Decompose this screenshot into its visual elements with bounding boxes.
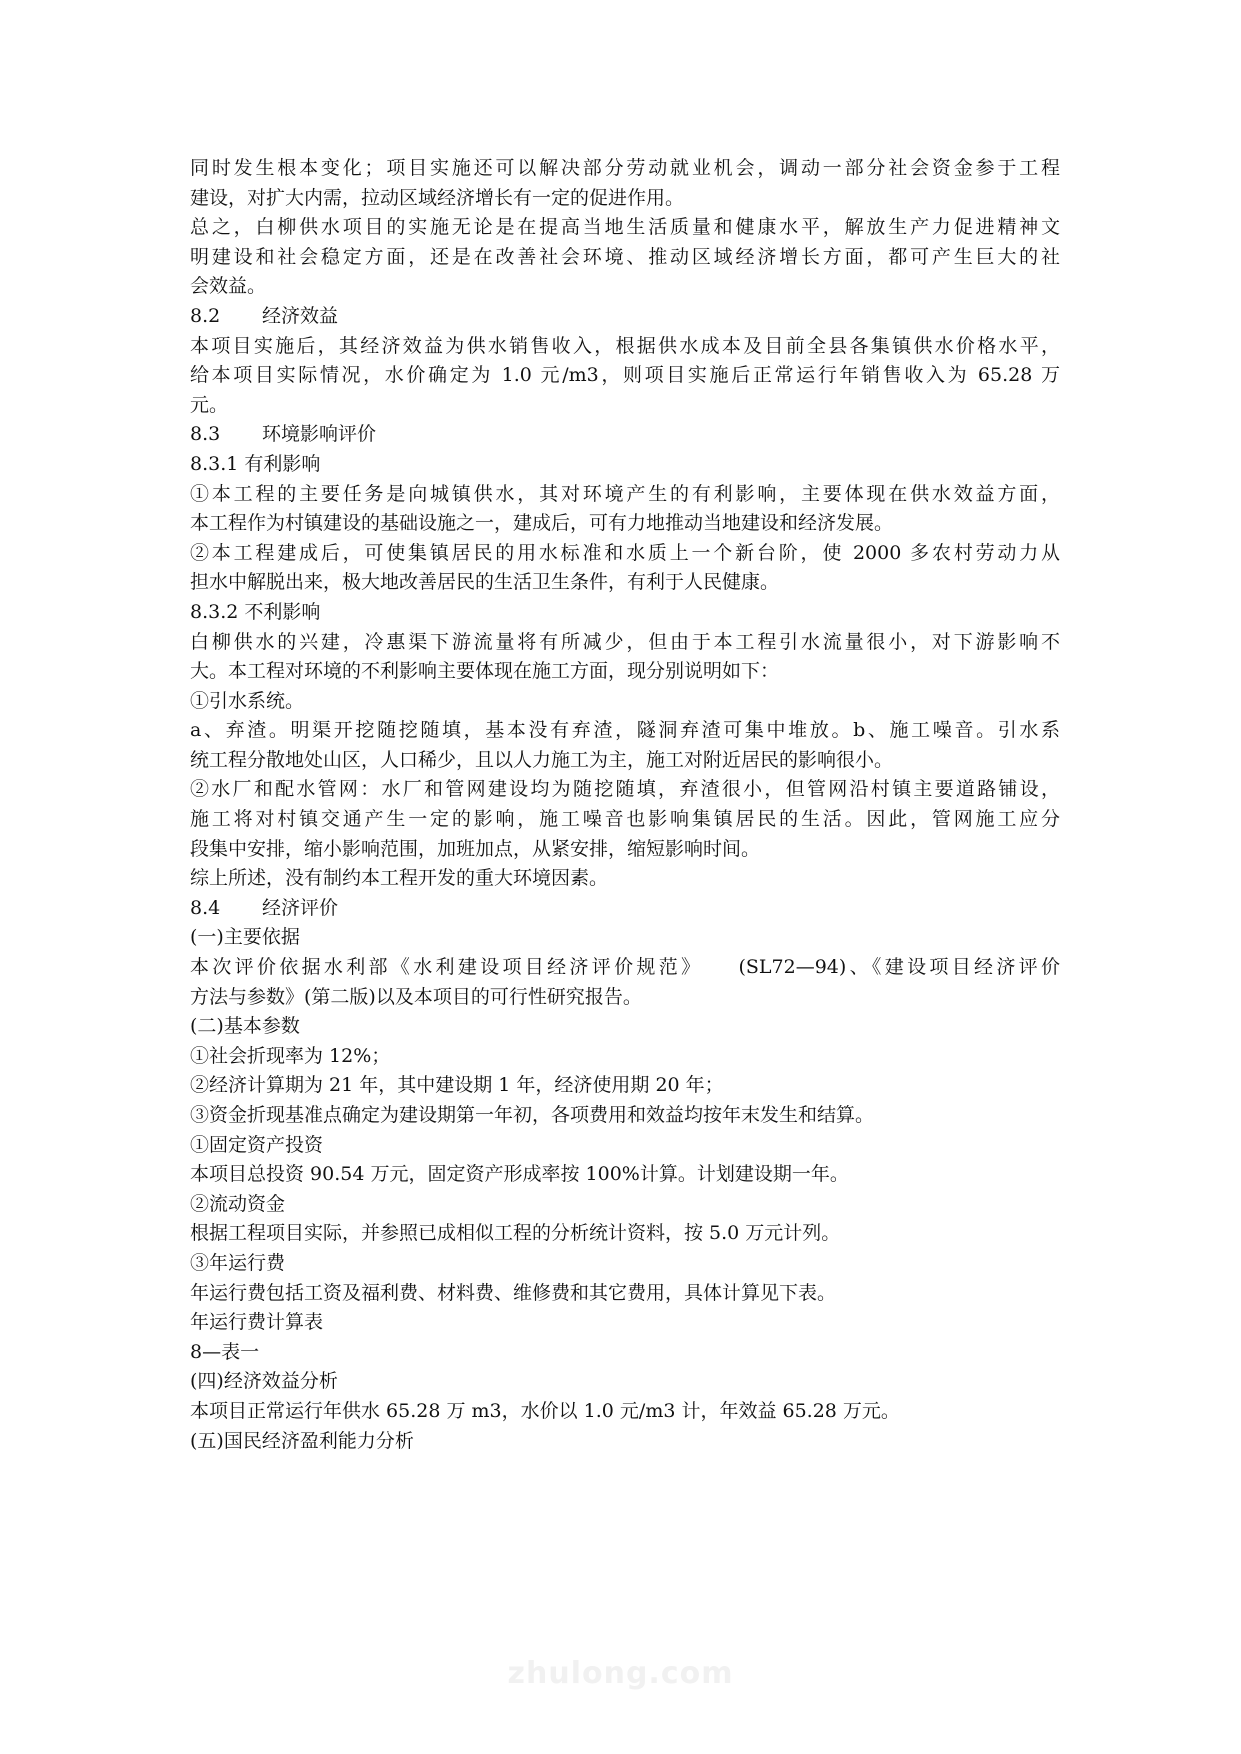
section-number: 8.2 [190, 304, 221, 327]
text-line: 年运行费包括工资及福利费、材料费、维修费和其它费用，具体计算见下表。 [190, 1281, 837, 1304]
text-line: a、弃渣。明渠开挖随挖随填，基本没有弃渣，隧洞弃渣可集中堆放。b、施工噪音。引水系 [190, 719, 1060, 742]
section-title: 环境影响评价 [262, 423, 377, 446]
text-line: 元。 [190, 393, 229, 416]
text-line: ②流动资金 [190, 1192, 286, 1215]
text-line: 会效益。 [190, 275, 267, 298]
text-line: 本项目总投资 90.54 万元，固定资产形成率按 100%计算。计划建设期一年。 [190, 1163, 849, 1186]
subsection-heading: (一)主要依据 [190, 926, 300, 949]
text-line: 本项目正常运行年供水 65.28 万 m3，水价以 1.0 元/m3 计，年效益 65.28 万元。 [190, 1399, 900, 1422]
section-number: 8.4 [190, 896, 221, 919]
subsection-heading: 8.3.2 不利影响 [190, 600, 321, 623]
subsection-heading: (二)基本参数 [190, 1015, 300, 1038]
text-line: 段集中安排，缩小影响范围，加班加点，从紧安排，缩短影响时间。 [190, 837, 761, 860]
text-line: 施工将对村镇交通产生一定的影响，施工噪音也影响集镇居民的生活。因此，管网施工应分 [190, 808, 1060, 831]
text-line: 大。本工程对环境的不利影响主要体现在施工方面，现分别说明如下： [190, 660, 780, 683]
text-line: 总之，白柳供水项目的实施无论是在提高当地生活质量和健康水平，解放生产力促进精神文 [190, 216, 1060, 239]
text-line: 明建设和社会稳定方面，还是在改善社会环境、推动区域经济增长方面，都可产生巨大的社 [190, 245, 1060, 268]
text-line: ①固定资产投资 [190, 1133, 324, 1156]
subsection-heading: 8.3.1 有利影响 [190, 452, 321, 475]
section-title: 经济评价 [262, 896, 339, 919]
text-line: 本次评价依据水利部《水利建设项目经济评价规范》 (SL72—94)、《建设项目经济评价 [190, 956, 1060, 979]
watermark: zhulong.com [507, 1656, 734, 1691]
text-line: 本项目实施后，其经济效益为供水销售收入，根据供水成本及目前全县各集镇供水价格水平， [190, 334, 1060, 357]
text-line: 担水中解脱出来，极大地改善居民的生活卫生条件，有利于人民健康。 [190, 571, 780, 594]
subsection-heading: (四)经济效益分析 [190, 1370, 338, 1393]
text-line: ③年运行费 [190, 1251, 286, 1274]
text-line: 综上所述，没有制约本工程开发的重大环境因素。 [190, 867, 609, 890]
text-line: ②水厂和配水管网：水厂和管网建设均为随挖随填，弃渣很小，但管网沿村镇主要道路铺设， [190, 778, 1060, 801]
text-line: 给本项目实际情况，水价确定为 1.0 元/m3，则项目实施后正常运行年销售收入为 65.28 万 [190, 364, 1060, 387]
text-line: ①引水系统。 [190, 689, 305, 712]
text-line: 统工程分散地处山区，人口稀少，且以人力施工为主，施工对附近居民的影响很小。 [190, 748, 894, 771]
section-number: 8.3 [190, 423, 221, 446]
subsection-heading: (五)国民经济盈利能力分析 [190, 1429, 414, 1452]
table-label: 8—表一 [190, 1340, 260, 1363]
section-title: 经济效益 [262, 304, 339, 327]
section-heading-8-3 [190, 420, 1060, 450]
text-line: ①社会折现率为 12%； [190, 1044, 391, 1067]
text-line: 白柳供水的兴建，冷惠渠下游流量将有所减少，但由于本工程引水流量很小，对下游影响不 [190, 630, 1060, 653]
section-heading-8-2 [190, 302, 1060, 332]
text-line: 同时发生根本变化；项目实施还可以解决部分劳动就业机会，调动一部分社会资金参于工程 [190, 157, 1060, 179]
text-line: 根据工程项目实际，并参照已成相似工程的分析统计资料，按 5.0 万元计列。 [190, 1222, 841, 1245]
section-heading-8-4 [190, 894, 1060, 924]
document-body [190, 154, 1060, 1456]
text-line: ②本工程建成后，可使集镇居民的用水标准和水质上一个新台阶，使 2000 多农村劳动力从 [190, 541, 1060, 564]
text-line: 本工程作为村镇建设的基础设施之一，建成后，可有力地推动当地建设和经济发展。 [190, 512, 894, 535]
text-line: ②经济计算期为 21 年，其中建设期 1 年，经济使用期 20 年； [190, 1074, 724, 1097]
text-line: ③资金折现基准点确定为建设期第一年初，各项费用和效益均按年末发生和结算。 [190, 1104, 875, 1126]
text-line: 建设，对扩大内需，拉动区域经济增长有一定的促进作用。 [190, 186, 685, 209]
text-line: ①本工程的主要任务是向城镇供水，其对环境产生的有利影响，主要体现在供水效益方面， [190, 482, 1060, 505]
table-caption: 年运行费计算表 [190, 1311, 324, 1334]
text-line: 方法与参数》(第二版)以及本项目的可行性研究报告。 [190, 985, 642, 1008]
